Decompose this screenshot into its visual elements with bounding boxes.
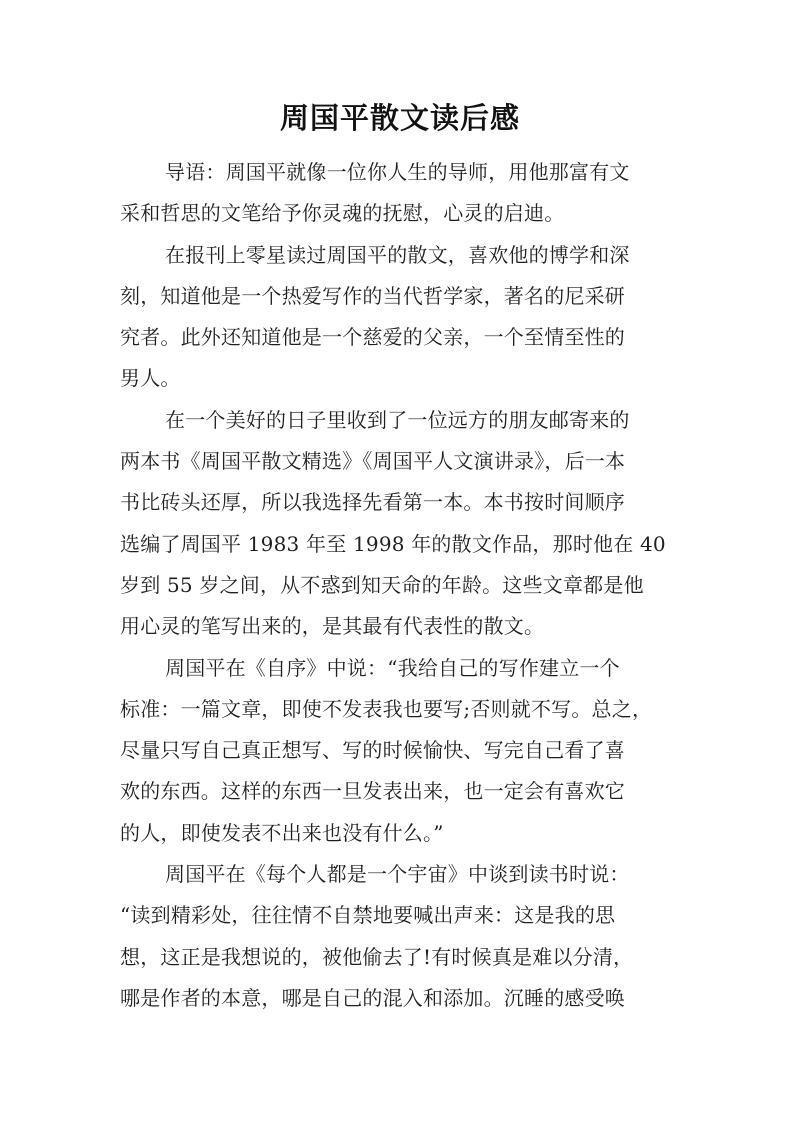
- paragraph-intro: [120, 152, 680, 235]
- text-line: 男人。: [120, 366, 181, 391]
- text-line: 欢的东西。这样的东西一旦发表出来，也一定会有喜欢它: [120, 779, 625, 804]
- text-line: 在报刊上零星读过周国平的散文，喜欢他的博学和深: [165, 242, 630, 267]
- text-line: 的人，即使发表不出来也没有什么。”: [120, 820, 444, 845]
- paragraph: [120, 648, 680, 854]
- text-line: 在一个美好的日子里收到了一位远方的朋友邮寄来的: [165, 407, 630, 432]
- paragraph: [120, 400, 680, 648]
- text-line: 周国平在《每个人都是一个宇宙》中谈到读书时说：: [165, 862, 630, 887]
- text-line: 究者。此外还知道他是一个慈爱的父亲，一个至情至性的: [120, 325, 625, 350]
- text-line: 哪是作者的本意，哪是自己的混入和添加。沉睡的感受唤: [120, 985, 625, 1010]
- text-line: 选编了周国平 1983 年至 1998 年的散文作品，那时他在 40: [120, 531, 666, 556]
- text-line: 岁到 55 岁之间，从不惑到知天命的年龄。这些文章都是他: [120, 572, 644, 597]
- text-line: 书比砖头还厚，所以我选择先看第一本。本书按时间顺序: [120, 490, 625, 515]
- text-line: 用心灵的笔写出来的，是其最有代表性的散文。: [120, 614, 545, 639]
- document-title: 周国平散文读后感: [279, 101, 520, 135]
- text-line: “读到精彩处，往往情不自禁地要喊出声来：这是我的思: [120, 903, 616, 928]
- text-line: 两本书《周国平散文精选》《周国平人文演讲录》，后一本: [120, 449, 626, 474]
- document-body: [120, 152, 680, 1019]
- text-line: 标准：一篇文章，即使不发表我也要写;否则就不写。总之，: [120, 696, 653, 721]
- text-line: 尽量只写自己真正想写、写的时候愉快、写完自己看了喜: [120, 738, 625, 763]
- text-line: 采和哲思的文笔给予你灵魂的抚慰，心灵的启迪。: [120, 201, 565, 226]
- text-line: 刻，知道他是一个热爱写作的当代哲学家，著名的尼采研: [120, 283, 625, 308]
- text-line: 导语：周国平就像一位你人生的导师，用他那富有文: [165, 160, 630, 184]
- text-line: 想，这正是我想说的，被他偷去了!有时候真是难以分清，: [120, 944, 634, 969]
- text-line: 周国平在《自序》中说：“我给自己的写作建立一个: [165, 655, 620, 680]
- paragraph: [120, 235, 680, 400]
- paragraph: [120, 854, 680, 1019]
